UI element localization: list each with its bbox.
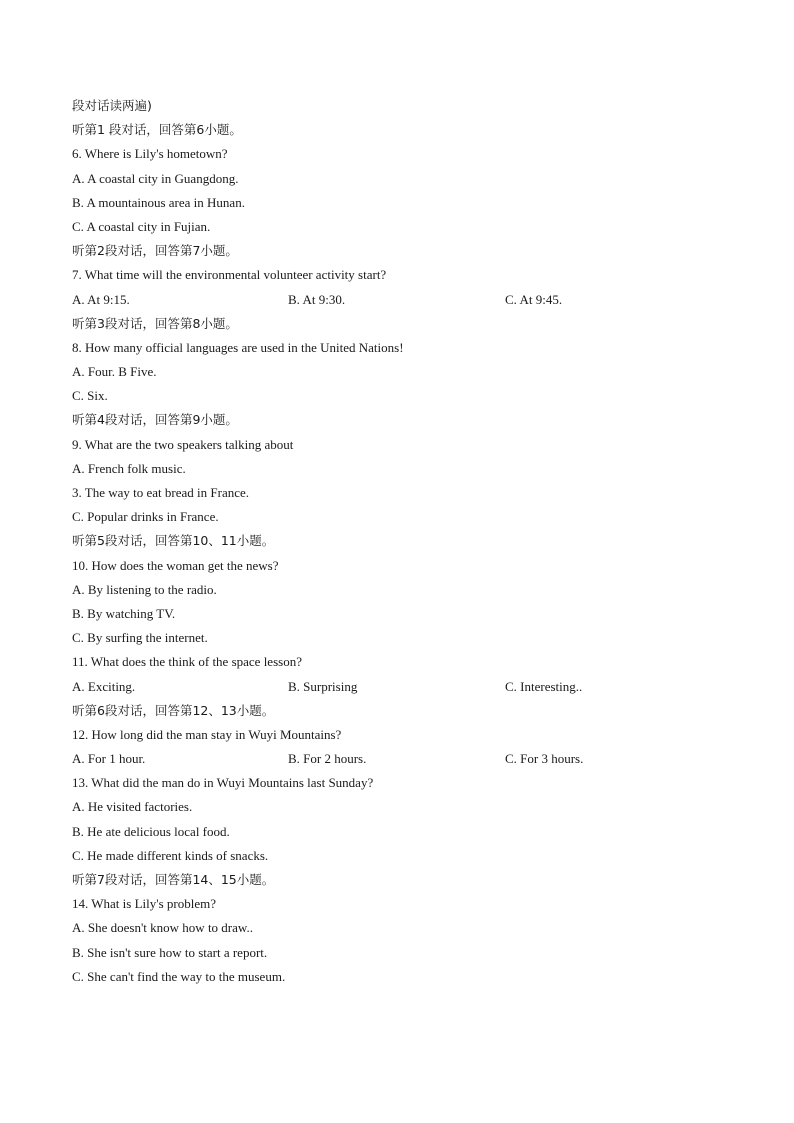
answer-option: C. A coastal city in Fujian. bbox=[72, 218, 211, 234]
section-instruction: 听第6段对话，回答第12、13小题。 bbox=[72, 702, 275, 718]
section-instruction: 听第2段对话，回答第7小题。 bbox=[72, 243, 238, 259]
answer-option: C. Popular drinks in France. bbox=[72, 509, 219, 525]
answer-option: A. She doesn't know how to draw.. bbox=[72, 920, 253, 936]
answer-option: A. Four. B Five. bbox=[72, 364, 157, 380]
answer-option: A. French folk music. bbox=[72, 460, 186, 476]
answer-option: 3. The way to eat bread in France. bbox=[72, 485, 249, 500]
option-row bbox=[72, 675, 732, 699]
question-text: 7. What time will the environmental volunteer activity start? bbox=[72, 267, 387, 283]
question-text: 11. What does the think of the space lesson? bbox=[72, 654, 302, 670]
option-row bbox=[72, 747, 732, 771]
answer-option: C. Interesting.. bbox=[505, 678, 583, 694]
question-text: 10. How does the woman get the news? bbox=[72, 557, 279, 573]
answer-option: C. She can't find the way to the museum. bbox=[72, 968, 286, 984]
answer-option: B. At 9:30. bbox=[288, 291, 346, 307]
question-text: 8. How many official languages are used in the United Nations! bbox=[72, 339, 404, 355]
question-text: 13. What did the man do in Wuyi Mountains last Sunday? bbox=[72, 775, 374, 791]
answer-option: A. He visited factories. bbox=[72, 799, 193, 815]
section-instruction: 听第5段对话，回答第10、11小题。 bbox=[72, 533, 275, 549]
question-text: 9. What are the two speakers talking about bbox=[72, 436, 294, 452]
answer-option: A. Exciting. bbox=[72, 678, 136, 694]
answer-option: C. He made different kinds of snacks. bbox=[72, 847, 269, 863]
answer-option: B. Surprising bbox=[288, 678, 358, 694]
section-instruction: 段对话读两遍) bbox=[72, 98, 152, 113]
section-instruction: 听第4段对话，回答第9小题。 bbox=[72, 412, 238, 428]
answer-option: C. At 9:45. bbox=[505, 291, 563, 307]
question-text: 12. How long did the man stay in Wuyi Mountains? bbox=[72, 726, 342, 742]
exam-page bbox=[72, 94, 732, 989]
answer-option: B. By watching TV. bbox=[72, 605, 176, 621]
section-instruction: 听第1 段对话，回答第6小题。 bbox=[72, 122, 242, 138]
section-instruction: 听第7段对话，回答第14、15小题。 bbox=[72, 872, 275, 887]
question-text: 14. What is Lily's problem? bbox=[72, 896, 216, 912]
answer-option: B. He ate delicious local food. bbox=[72, 823, 230, 839]
answer-option: A. At 9:15. bbox=[72, 291, 130, 307]
answer-option: B. A mountainous area in Hunan. bbox=[72, 194, 245, 210]
answer-option: B. For 2 hours. bbox=[288, 751, 367, 767]
question-text: 6. Where is Lily's hometown? bbox=[72, 146, 228, 162]
answer-option: C. For 3 hours. bbox=[505, 751, 584, 767]
answer-option: A. For 1 hour. bbox=[72, 751, 146, 767]
answer-option: C. By surfing the internet. bbox=[72, 630, 208, 646]
answer-option: B. She isn't sure how to start a report. bbox=[72, 944, 268, 960]
answer-option: A. By listening to the radio. bbox=[72, 581, 217, 597]
section-instruction: 听第3段对话，回答第8小题。 bbox=[72, 315, 238, 331]
answer-option: C. Six. bbox=[72, 388, 108, 404]
option-row bbox=[72, 288, 732, 312]
answer-option: A. A coastal city in Guangdong. bbox=[72, 170, 239, 186]
